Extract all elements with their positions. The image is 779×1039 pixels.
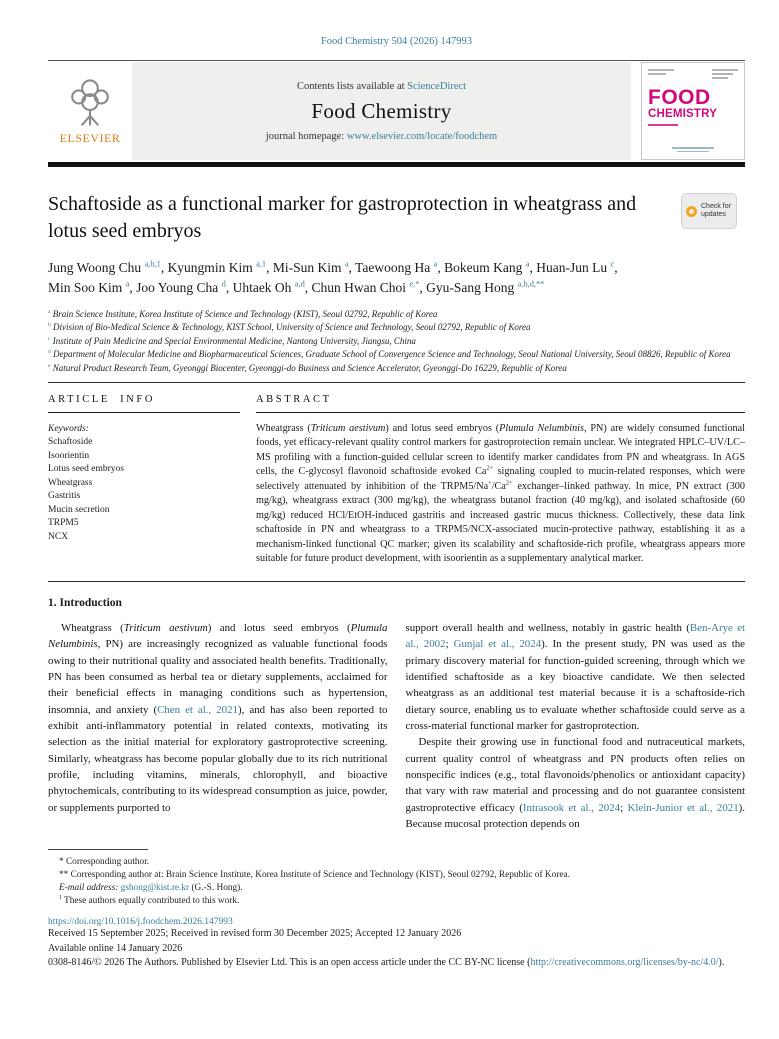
contents-line: [297, 81, 466, 92]
homepage-line: [266, 131, 497, 142]
text-run: 0308-8146/© 2026 The Authors. Published by Elsevier Ltd. This is an open access article under the CC BY-NC license (: [48, 957, 531, 969]
text-run: ).: [718, 957, 725, 969]
affiliation-line: [48, 308, 745, 322]
body-column-right: [406, 620, 746, 833]
text-run: Triticum aestivum: [123, 621, 208, 634]
abstract-bottom-rule: [48, 581, 745, 582]
journal-citation-text[interactable]: Food Chemistry 504 (2026) 147993: [320, 36, 473, 47]
text-run: , Min Soo Kim: [48, 260, 618, 296]
elsevier-tree-icon: [64, 76, 116, 130]
footnote-rule: [48, 849, 148, 850]
inline-link: a,b,d,**: [517, 279, 545, 289]
text-run: , Chun Hwan Choi: [304, 280, 410, 296]
article-info-column: [48, 394, 240, 567]
text-run: ). Because mucosal protection depends on: [405, 801, 746, 831]
article-info-rule: [48, 412, 240, 413]
keyword: Lotus seed embryos: [48, 464, 124, 475]
journal-cover-thumbnail[interactable]: [641, 62, 745, 160]
text-run: , Taewoong Ha: [348, 260, 434, 275]
homepage-prefix: journal homepage:: [265, 130, 347, 142]
journal-banner: [132, 62, 631, 160]
text-run: , Joo Young Cha: [129, 280, 222, 296]
doi-link[interactable]: https://doi.org/10.1016/j.foodchem.2026.147993: [48, 917, 233, 928]
keyword: TRPM5: [48, 518, 79, 529]
inline-link: a: [525, 259, 530, 269]
inline-link: a: [433, 259, 438, 269]
text-run: Brain Science Institute, Korea Institute of Science and Technology (KIST), Seoul 02792, Republic of Korea: [50, 308, 438, 319]
text-run: support overall health and wellness, notably in gastric health (: [405, 621, 690, 634]
text-run: ) and lotus seed embryos (: [385, 423, 500, 434]
check-for-updates-label: Check for updates: [701, 202, 731, 218]
text-run: Wheatgrass (: [256, 423, 311, 434]
keywords-list: [48, 436, 240, 544]
keyword: Schaftoside: [48, 437, 93, 448]
inline-link: a,d: [294, 279, 305, 289]
text-run: Department of Molecular Medicine and Biopharmaceutical Sciences, Graduate School of Convergence Science and Technology, Seoul National University, Seoul 08826, Republic of Korea: [50, 349, 731, 359]
text-run: Jung Woong Chu: [48, 260, 145, 275]
affiliation-line: [48, 335, 745, 349]
crossmark-icon: [686, 206, 697, 217]
inline-link: b: [48, 322, 51, 328]
body-columns: [48, 620, 745, 833]
text-run: exchanger–linked pathway. In mice, PN extract (300 mg/kg), wheatgrass extract (300 mg/kg), the wheatgrass butanol fraction (40 mg/kg), and isolated schaftoside (60 mg/kg) reduced HCl/EtOH-induced gastritis and increased gastric mucus thickness. Collectively, these data link schaftoside in PN and wheatgrass to a TRPM5/NCX-associated mucin-protective pathway, establishing it as a mechanism-linked functional QC marker; given its scalability and schaftoside-rich profile, wheatgrass appears more suitable for future product development, with isoorientin as a supplementary analytical marker.: [256, 480, 745, 565]
article-title: Schaftoside as a functional marker for gastroprotection in wheatgrass and lotus seed embryos: [48, 193, 637, 242]
inline-link: a: [48, 308, 51, 315]
abstract-column: [256, 394, 745, 567]
text-run: ;: [445, 638, 454, 651]
copyright-line: [48, 956, 745, 971]
footnote-lines: [48, 856, 745, 909]
footnote-line: [48, 895, 745, 908]
text-run: 2+: [486, 465, 494, 473]
abstract-heading: ABSTRACT: [256, 394, 332, 405]
footnote-line: [48, 882, 745, 895]
contents-prefix: Contents lists available at: [296, 80, 408, 92]
text-run: (G.-S. Hong).: [189, 882, 243, 893]
text-run: , Mi-Sun Kim: [266, 260, 345, 275]
inline-link: a: [344, 259, 349, 269]
keyword: Isoorientin: [48, 450, 90, 461]
text-run: , PN) are increasingly recognized as valuable functional foods owing to their nutritional quality and associated health benefits. Traditionally, PN has been consumed as herbal tea or dietary supplements, acclaimed for their beneficial effects in managing conditions such as hypertension, insomnia, and anxiety (: [48, 638, 388, 716]
received-dates: Received 15 September 2025; Received in revised form 30 December 2025; Accepted 12 January 2026: [48, 928, 462, 940]
text-run: ). In the present study, PN was used as the primary discovery material for function-guided screening, through which we identified schaftoside as a key bioactive candidate. We then selected wheatgrass as an additional test material because it is a schaftoside-rich dietary source, enabling us to evaluate whether schaftoside could serve as a cross-material functional marker for gastroprotection.: [405, 638, 745, 732]
body-column-left: [48, 620, 388, 833]
keyword: Wheatgrass: [48, 477, 93, 488]
check-for-updates-badge[interactable]: [681, 193, 737, 229]
keyword: NCX: [48, 531, 69, 542]
inline-link: c: [610, 259, 615, 269]
info-abstract-section: [48, 383, 745, 577]
text-run: Despite their growing use in functional food and nutraceutical markets, current quality control of wheatgrass and PN products often relies on nonspecific indices (e.g., total flavonoids/phenolics or antioxidant capacity) that vary with raw material and processing and do not guarantee consistent gastroprotective efficacy (: [405, 736, 745, 814]
journal-header: [48, 62, 745, 160]
inline-link[interactable]: http://creativecommons.org/licenses/by-nc/4.0/: [530, 957, 719, 969]
doi-line: [48, 917, 745, 927]
text-run: 2+: [505, 479, 513, 487]
text-run: Triticum aestivum: [310, 423, 386, 434]
inline-link[interactable]: Klein-Junior et al., 2021: [627, 801, 739, 814]
elsevier-logo[interactable]: [48, 62, 132, 160]
author-list: [48, 258, 633, 299]
text-run: ), and has also been reported to exhibit anti-inflammatory potential in related contexts, motivating its selection as the initial material for exploratory gastroprotective screening. Similarly, wheatgrass has become popular globally due to its rich nutritional profile, including vitamins, minerals, chlorophyll, and bioactive phytochemicals, contributing to its widespread consumption as juice, powder, or supplements purported to: [48, 703, 388, 814]
footnote-line: [48, 856, 745, 869]
inline-link[interactable]: Intrasook et al., 2024: [522, 801, 621, 814]
text-run: Wheatgrass (: [61, 621, 124, 634]
text-run: , Kyungmin Kim: [160, 260, 257, 275]
text-run: , Uhtaek Oh: [225, 280, 295, 296]
text-run: These authors equally contributed to this work.: [61, 896, 240, 907]
cover-title-chemistry: CHEMISTRY: [648, 108, 718, 120]
text-run: ** Corresponding author at: Brain Science Institute, Korea Institute of Science and Technology (KIST), Seoul 02792, Republic of Korea.: [59, 869, 570, 880]
text-run: , Huan-Jun Lu: [529, 260, 611, 275]
text-run: Plumula Nelumbinis: [48, 621, 388, 651]
text-run: E-mail address:: [59, 882, 121, 893]
intro-paragraph-1-left: [48, 620, 388, 816]
cover-bottom-decoration: [672, 147, 714, 154]
abstract-rule: [256, 412, 745, 413]
footnote-line: [48, 869, 745, 882]
intro-paragraph-2: [406, 734, 746, 832]
homepage-link[interactable]: www.elsevier.com/locate/foodchem: [346, 130, 498, 142]
inline-link[interactable]: Ben-Arye et al., 2002: [405, 621, 745, 651]
abstract-text: [256, 422, 745, 567]
inline-link: a,b,1: [144, 259, 161, 269]
article-info-heading: ARTICLE INFO: [48, 394, 156, 405]
text-run: Natural Product Research Team, Gyeonggi Biocenter, Gyeonggi-do Business and Science Accelerator, Gyeonggi-Do 16229, Republic of Korea: [50, 362, 567, 373]
text-run: ;: [620, 801, 628, 814]
text-run: , PN) are widely consumed functional foods, yet efficacy-relevant quality control markers for gastroprotection remain unclear. We integrated HPLC–UV/LC–MS profiling with a function-guided cellular screen to identify marker candidates from PN and wheatgrass. In AGS cells, the C-glycosyl flavonoid schaftoside evoked Ca: [256, 423, 745, 478]
inline-link: d: [221, 279, 226, 289]
title-block: [48, 191, 745, 245]
available-online: Available online 14 January 2026: [48, 942, 183, 954]
footnotes: [48, 849, 745, 909]
affiliation-list: [48, 308, 745, 376]
inline-link: a: [125, 279, 130, 289]
inline-link[interactable]: Chen et al., 2021: [157, 703, 239, 716]
inline-link: e,*: [409, 279, 420, 289]
affiliation-line: [48, 362, 745, 376]
affiliation-line: [48, 321, 745, 335]
inline-link: d: [48, 349, 51, 355]
text-run: * Corresponding author.: [59, 856, 150, 867]
text-run: Plumula Nelumbinis: [499, 423, 584, 434]
cover-editor-decoration: [648, 124, 678, 126]
elsevier-wordmark: ELSEVIER: [59, 131, 121, 145]
journal-title: Food Chemistry: [311, 98, 452, 123]
text-run: ) and lotus seed embryos (: [207, 621, 351, 634]
inline-link[interactable]: gshong@kist.re.kr: [120, 882, 190, 893]
keywords-label: Keywords:: [48, 424, 89, 434]
keyword: Gastritis: [48, 491, 81, 502]
text-run: +: [488, 479, 492, 487]
text-run: Division of Bio-Medical Science & Technology, KIST School, University of Science and Technology, Seoul 02792, Republic of Korea: [50, 322, 531, 332]
affiliation-line: [48, 348, 745, 362]
text-run: /Ca: [491, 480, 506, 492]
text-run: signaling coupled to mucin-related responses, which were selectively attenuated by inhibition of the TRPM5/Na: [256, 466, 745, 492]
cover-title-food: FOOD: [648, 86, 711, 109]
header-top-rule: [48, 60, 745, 61]
inline-link: e: [48, 362, 51, 369]
sciencedirect-link[interactable]: ScienceDirect: [407, 80, 467, 92]
cover-top-decoration: [648, 69, 738, 81]
journal-citation: [48, 0, 745, 47]
keyword: Mucin secretion: [48, 504, 110, 515]
inline-link: c: [48, 335, 51, 342]
inline-link[interactable]: Gunjal et al., 2024: [453, 638, 542, 651]
text-run: 1: [59, 894, 62, 901]
header-thick-rule: [48, 162, 745, 167]
text-run: , Gyu-Sang Hong: [419, 280, 518, 296]
introduction-heading: 1. Introduction: [48, 596, 122, 609]
intro-paragraph-1-right: [406, 620, 746, 735]
text-run: , Bokeum Kang: [437, 260, 526, 275]
inline-link: a,1: [256, 259, 267, 269]
text-run: Institute of Pain Medicine and Special Environmental Medicine, Nantong University, Jiangsu, China: [50, 335, 416, 346]
